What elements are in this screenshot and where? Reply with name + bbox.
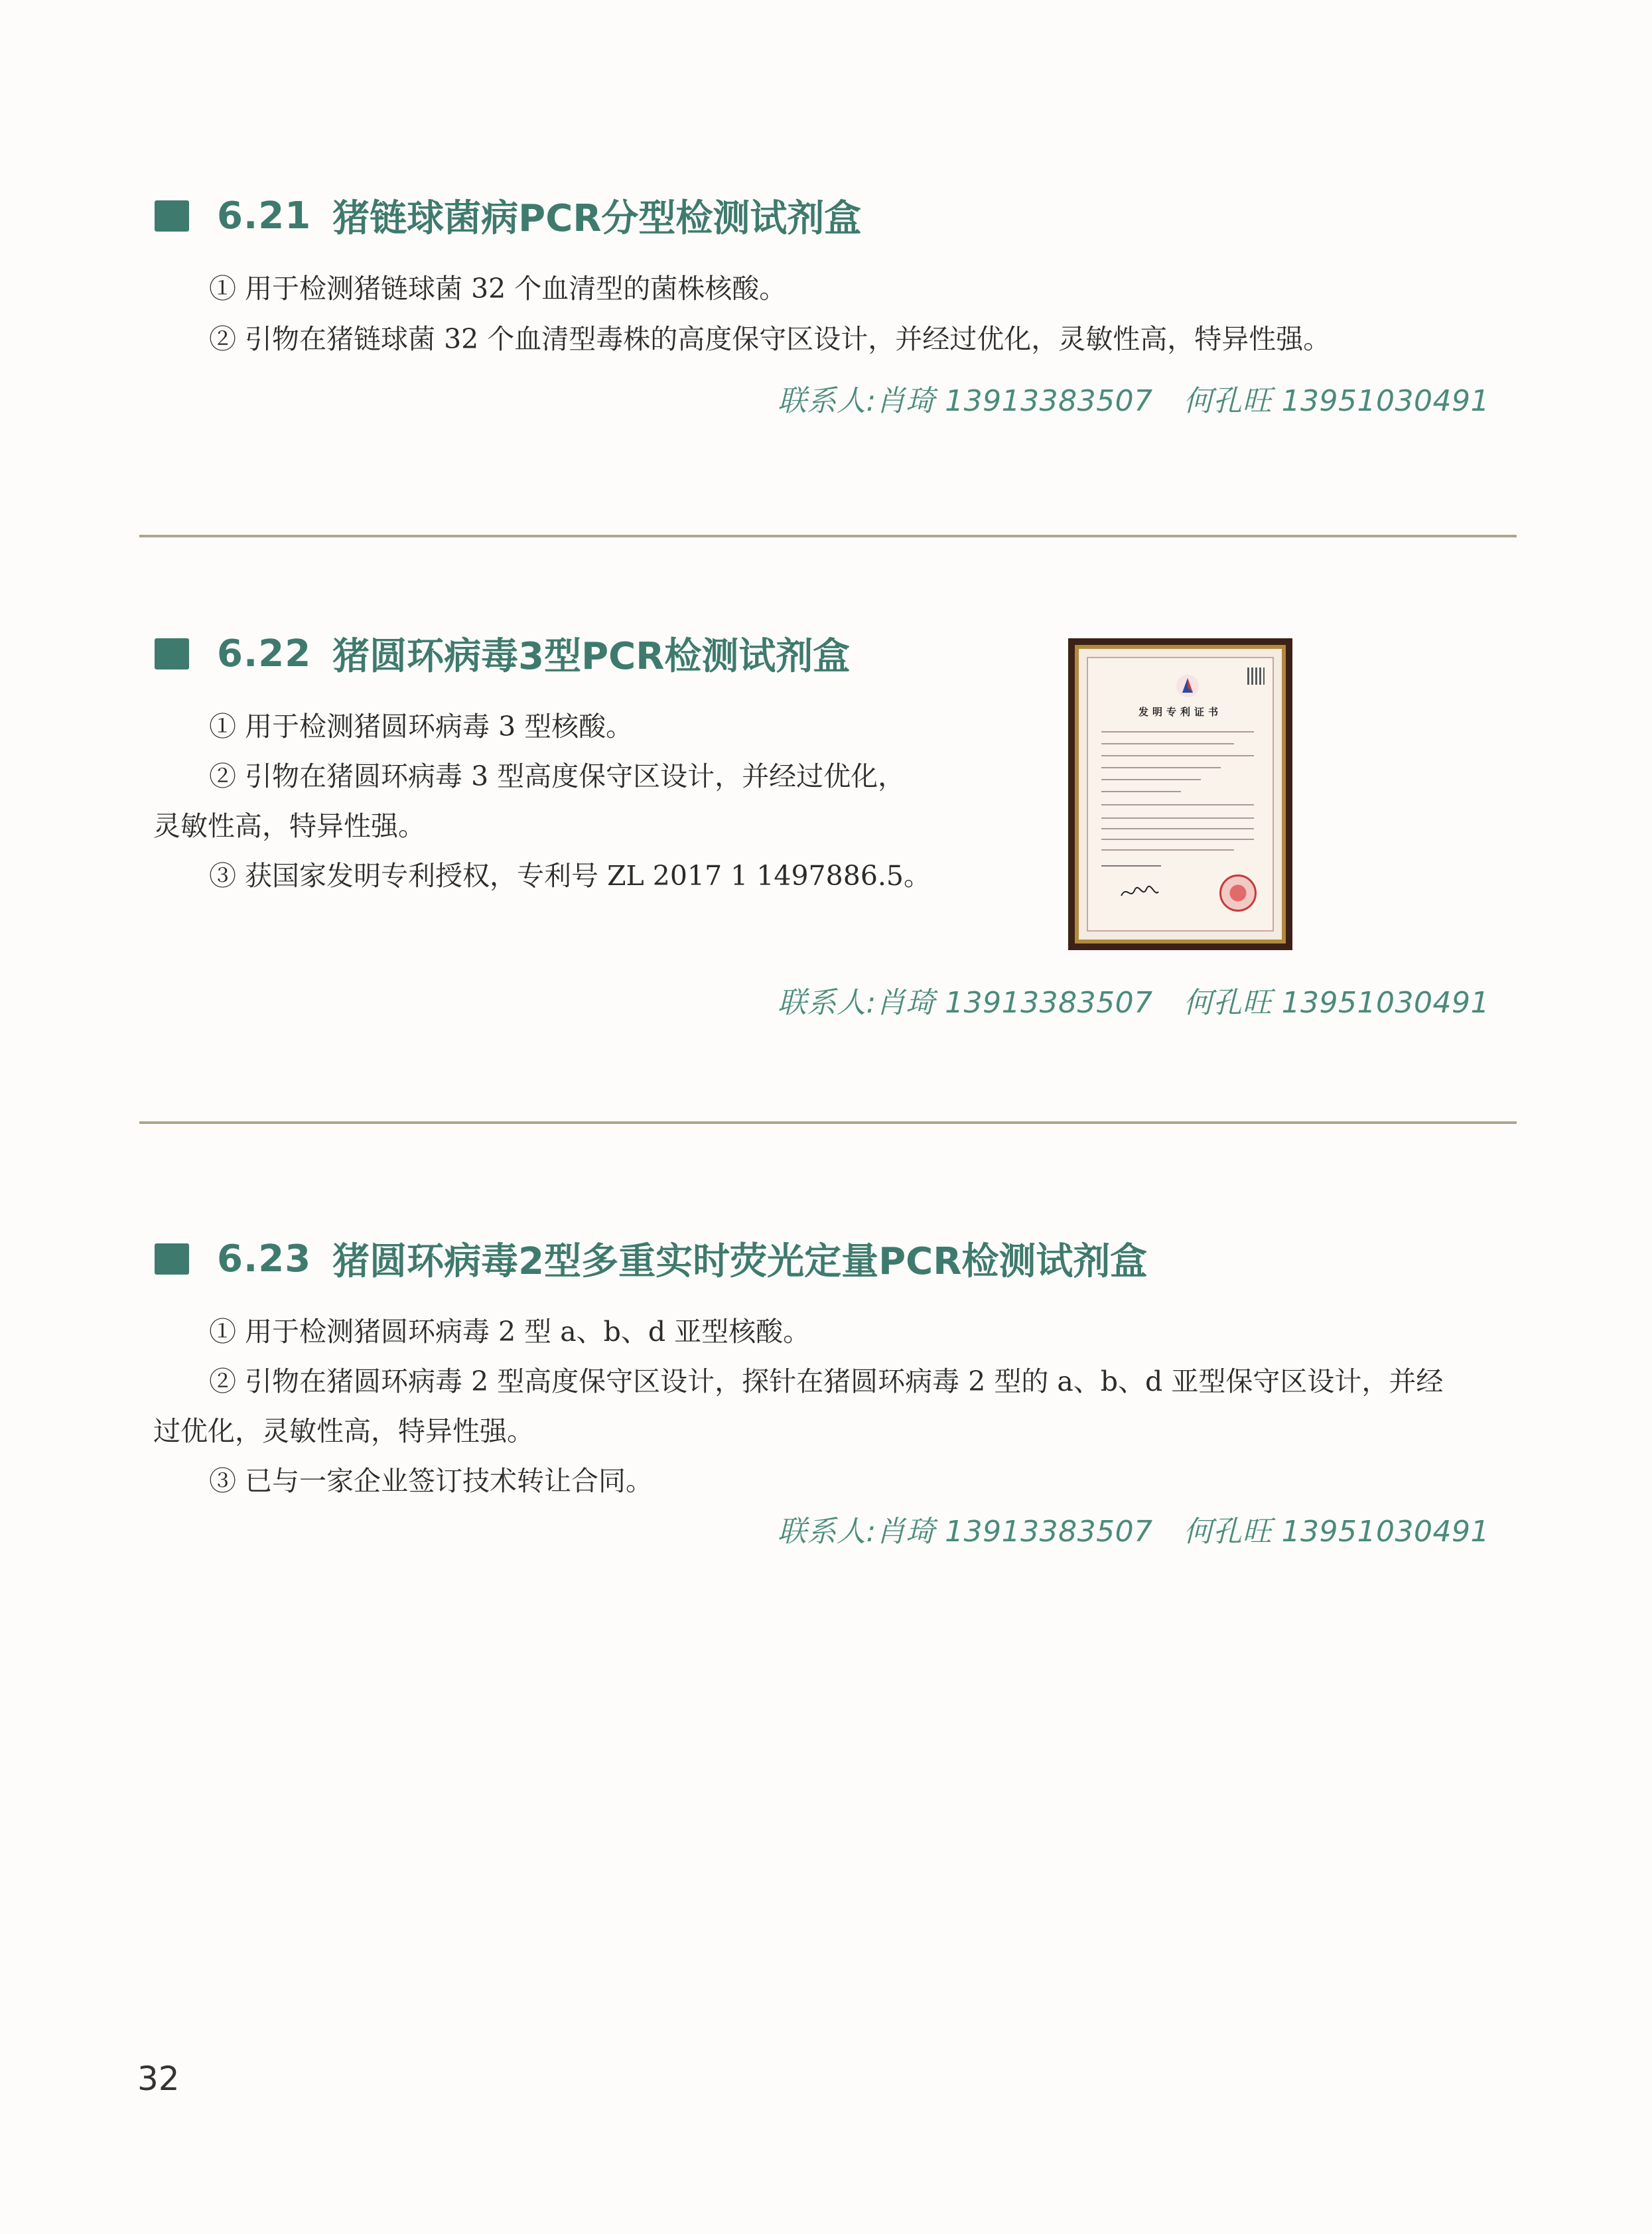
section-item: ② 引物在猪圆环病毒 3 型高度保守区设计，并经过优化， — [209, 760, 906, 792]
qr-code-icon — [1247, 667, 1265, 685]
contact-secondary: 何孔旺 13951030491 — [1183, 384, 1489, 418]
section-divider — [139, 1121, 1517, 1124]
section-heading-6-22 — [155, 627, 850, 680]
certificate-text-line — [1101, 865, 1161, 867]
page-number: 32 — [137, 2059, 180, 2098]
certificate-text-line — [1101, 849, 1234, 851]
contact-secondary: 何孔旺 13951030491 — [1183, 986, 1489, 1020]
contact-secondary: 何孔旺 13951030491 — [1183, 1515, 1489, 1549]
section-item: ① 用于检测猪圆环病毒 3 型核酸。 — [209, 711, 634, 742]
section-item: ③ 已与一家企业签订技术转让合同。 — [209, 1465, 654, 1497]
official-seal-icon — [1219, 874, 1257, 912]
section-title: 猪圆环病毒2型多重实时荧光定量PCR检测试剂盒 — [332, 1240, 1148, 1283]
certificate-text-line — [1101, 779, 1201, 780]
certificate-text-line — [1101, 804, 1254, 805]
contact-primary: 联系人:肖琦 13913383507 — [777, 384, 1153, 418]
contact-primary: 联系人:肖琦 13913383507 — [777, 986, 1153, 1020]
contact-line — [778, 1507, 1489, 1550]
patent-logo-icon — [1174, 673, 1201, 699]
section-item: 灵敏性高，特异性强。 — [153, 810, 425, 842]
heading-square-icon — [155, 200, 189, 232]
certificate-text-line — [1101, 817, 1254, 819]
certificate-text-line — [1101, 743, 1234, 744]
certificate-text-line — [1101, 767, 1221, 768]
section-item: ② 引物在猪链球菌 32 个血清型毒株的高度保守区设计，并经过优化，灵敏性高，特异性强。 — [209, 323, 1331, 355]
certificate-signature — [1120, 884, 1160, 905]
section-number: 6.23 — [217, 1237, 312, 1281]
certificate-text-line — [1101, 828, 1254, 829]
contact-primary: 联系人:肖琦 13913383507 — [777, 1515, 1153, 1549]
certificate-text-line — [1101, 731, 1254, 733]
certificate-frame — [1075, 645, 1286, 943]
section-item: ② 引物在猪圆环病毒 2 型高度保守区设计，探针在猪圆环病毒 2 型的 a、b、d 亚型保守区设计，并经 — [209, 1365, 1444, 1397]
section-title: 猪圆环病毒3型PCR检测试剂盒 — [332, 635, 851, 678]
section-number: 6.21 — [217, 194, 312, 238]
section-item: ③ 获国家发明专利授权，专利号 ZL 2017 1 1497886.5。 — [209, 860, 931, 892]
certificate-text-line — [1101, 791, 1181, 792]
patent-certificate-image — [1068, 638, 1292, 950]
contact-line — [778, 377, 1489, 419]
section-divider — [139, 535, 1517, 537]
contact-line — [778, 979, 1489, 1021]
section-title: 猪链球菌病PCR分型检测试剂盒 — [332, 197, 862, 240]
section-number: 6.22 — [217, 632, 312, 675]
section-item: ① 用于检测猪链球菌 32 个血清型的菌株核酸。 — [209, 273, 787, 305]
section-item: 过优化，灵敏性高，特异性强。 — [153, 1415, 534, 1447]
heading-square-icon — [155, 638, 189, 669]
section-heading-6-21 — [155, 189, 861, 242]
heading-square-icon — [155, 1243, 189, 1275]
section-item: ① 用于检测猪圆环病毒 2 型 a、b、d 亚型核酸。 — [209, 1316, 811, 1348]
certificate-title: 发明专利证书 — [1138, 706, 1222, 718]
certificate-paper — [1087, 657, 1274, 932]
certificate-text-line — [1101, 755, 1254, 756]
section-heading-6-23 — [155, 1232, 1147, 1285]
certificate-text-line — [1101, 839, 1254, 840]
signature-icon — [1120, 884, 1160, 901]
